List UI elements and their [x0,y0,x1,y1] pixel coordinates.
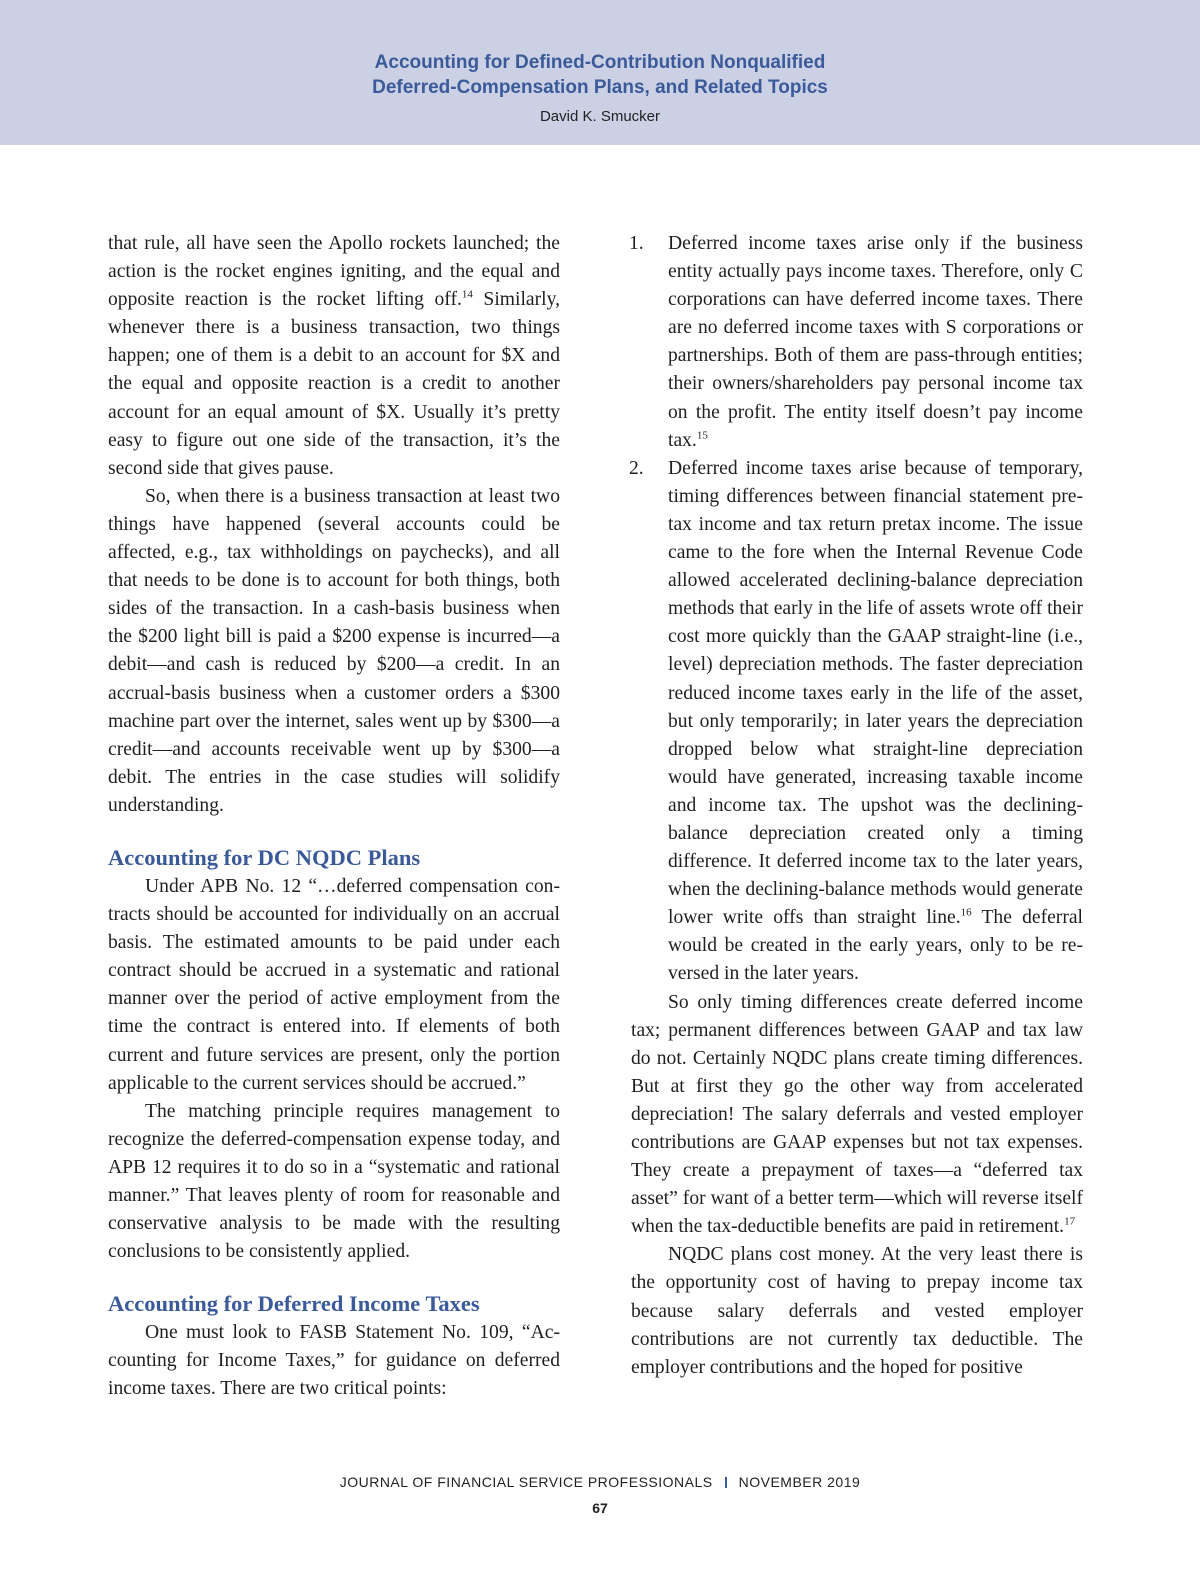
section-heading: Accounting for Deferred Income Taxes [108,1291,480,1317]
section-heading: Accounting for DC NQDC Plans [108,844,421,870]
paragraph: Under APB No. 12 “…deferred compensation contracts should be accounted for individually on an accrual basis. The estimated amounts to be paid under each contract should be accrued in a systematic and rational manner over the period of active employment from the time the contract is entered into. If elements of both current and future services are present, only the portion applicable to the current services should be accrued.” [108,875,560,1094]
page-number: 67 [592,1500,608,1516]
paragraph: So, when there is a business transaction at least two things have happened (several accounts could be affected, e.g., tax withholdings on paychecks), and all that needs to be done is to account for both things, both sides of the transaction. In a cash-basis business when the $200 light bill is paid a $200 expense is incurred—a debit—and cash is reduced by $200—a credit. In an accrual-basis business when a customer orders a $300 machine part over the internet, sales went up by $300—a credit—and accounts receivable went up by $300—a debit. The entries in the case studies will solidify understanding. [108,485,560,816]
list-number: 2. [629,457,644,479]
paragraph-text: that rule, all have seen the Apollo rockets launched; the action is the rocket engines igniting, and the equal and opposite reaction is the rocket lifting off. [108,233,560,311]
page-footer [0,1474,1200,1490]
article-title-line-2: Deferred-Compensation Plans, and Related Topics [372,77,828,98]
list-item-text: Deferred income taxes arise because of temporary, timing differences between financial statement pretax income and tax return pretax income. The issue came to the fore when the Internal Revenue Code allowed accelerated declining-balance depreciation methods that early in the life of assets wrote off their cost more quickly than the GAAP straight-line (i.e., level) depreciation methods. The faster depreciation reduced income taxes early in the life of the asset, but only temporarily; in later years the depreciation dropped below what straight-line depreciation would have generated, increasing taxable income and income tax. The upshot was the declining-balance depreciation created only a timing difference. It deferred income tax to the later years, when the declining-balance methods would generate lower write offs than straight line. [668,457,1083,929]
list-number: 1. [629,233,644,254]
paragraph: One must look to FASB Statement No. 109, “Accounting for Income Taxes,” for guidance on deferred income taxes. There are two critical points: [108,1322,560,1400]
footer-divider [725,1477,727,1488]
list-item-text: Deferred income taxes arise only if the business entity actually pays income taxes. Therefore, only C corporations can have deferred income taxes. There are no deferred income taxes with S corporations or partnerships. Both of them are pass-through entities; their owners/shareholders pay personal income tax on the profit. The entity itself doesn’t pay income tax. [668,233,1083,451]
article-title-line-1: Accounting for Defined-Contribution Nonqualified [374,52,826,73]
left-column [108,230,560,1404]
footnote-ref: 16 [960,906,972,919]
paragraph [108,230,560,483]
issue-date: NOVEMBER 2019 [738,1474,861,1490]
list-item-text: The deferral would be created in the early years, only to be reversed in the later years. [668,907,1083,985]
article-title [0,50,1200,100]
paragraph: The matching principle requires management to recognize the deferred-compensation expense today, and APB 12 requires it to do so in a “systematic and rational manner.” That leaves plenty of room for reasonable and conservative analysis to be made with the resulting conclusions to be consistently applied. [108,1100,560,1263]
journal-name: JOURNAL OF FINANCIAL SERVICE PROFESSIONALS [339,1474,713,1490]
right-column [631,230,1083,1382]
list-item [631,230,1083,455]
footnote-ref: 17 [1064,1215,1076,1228]
footnote-ref: 15 [696,429,708,442]
paragraph: NQDC plans cost money. At the very least there is the opportunity cost of having to prepay income tax because salary deferrals and vested employer contributions are not currently tax deductible. The employer contributions and the hoped for positive [631,1244,1083,1378]
paragraph [631,989,1083,1242]
header-band [0,0,1200,145]
list-item [631,455,1083,989]
article-author: David K. Smucker [539,108,661,125]
paragraph-text: Similarly, whenever there is a business transaction, two things happen; one of them is a debit to an account for $X and the equal and opposite reaction is a credit to another account for an equal amount of $X. Usually it’s pretty easy to figure out one side of the transaction, it’s the second side that gives pause. [108,289,560,479]
footnote-ref: 14 [461,288,473,301]
paragraph-text: So only timing differences create deferred income tax; permanent differences between GAAP and tax law do not. Certainly NQDC plans create timing differences. But at first they go the other way from accelerated depreciation! The salary deferrals and vested employer contributions are GAAP expenses but not tax expenses. They create a prepayment of taxes—a “deferred tax asset” for want of a better term—which will reverse itself when the tax-deductible benefits are paid in retirement. [631,991,1083,1238]
